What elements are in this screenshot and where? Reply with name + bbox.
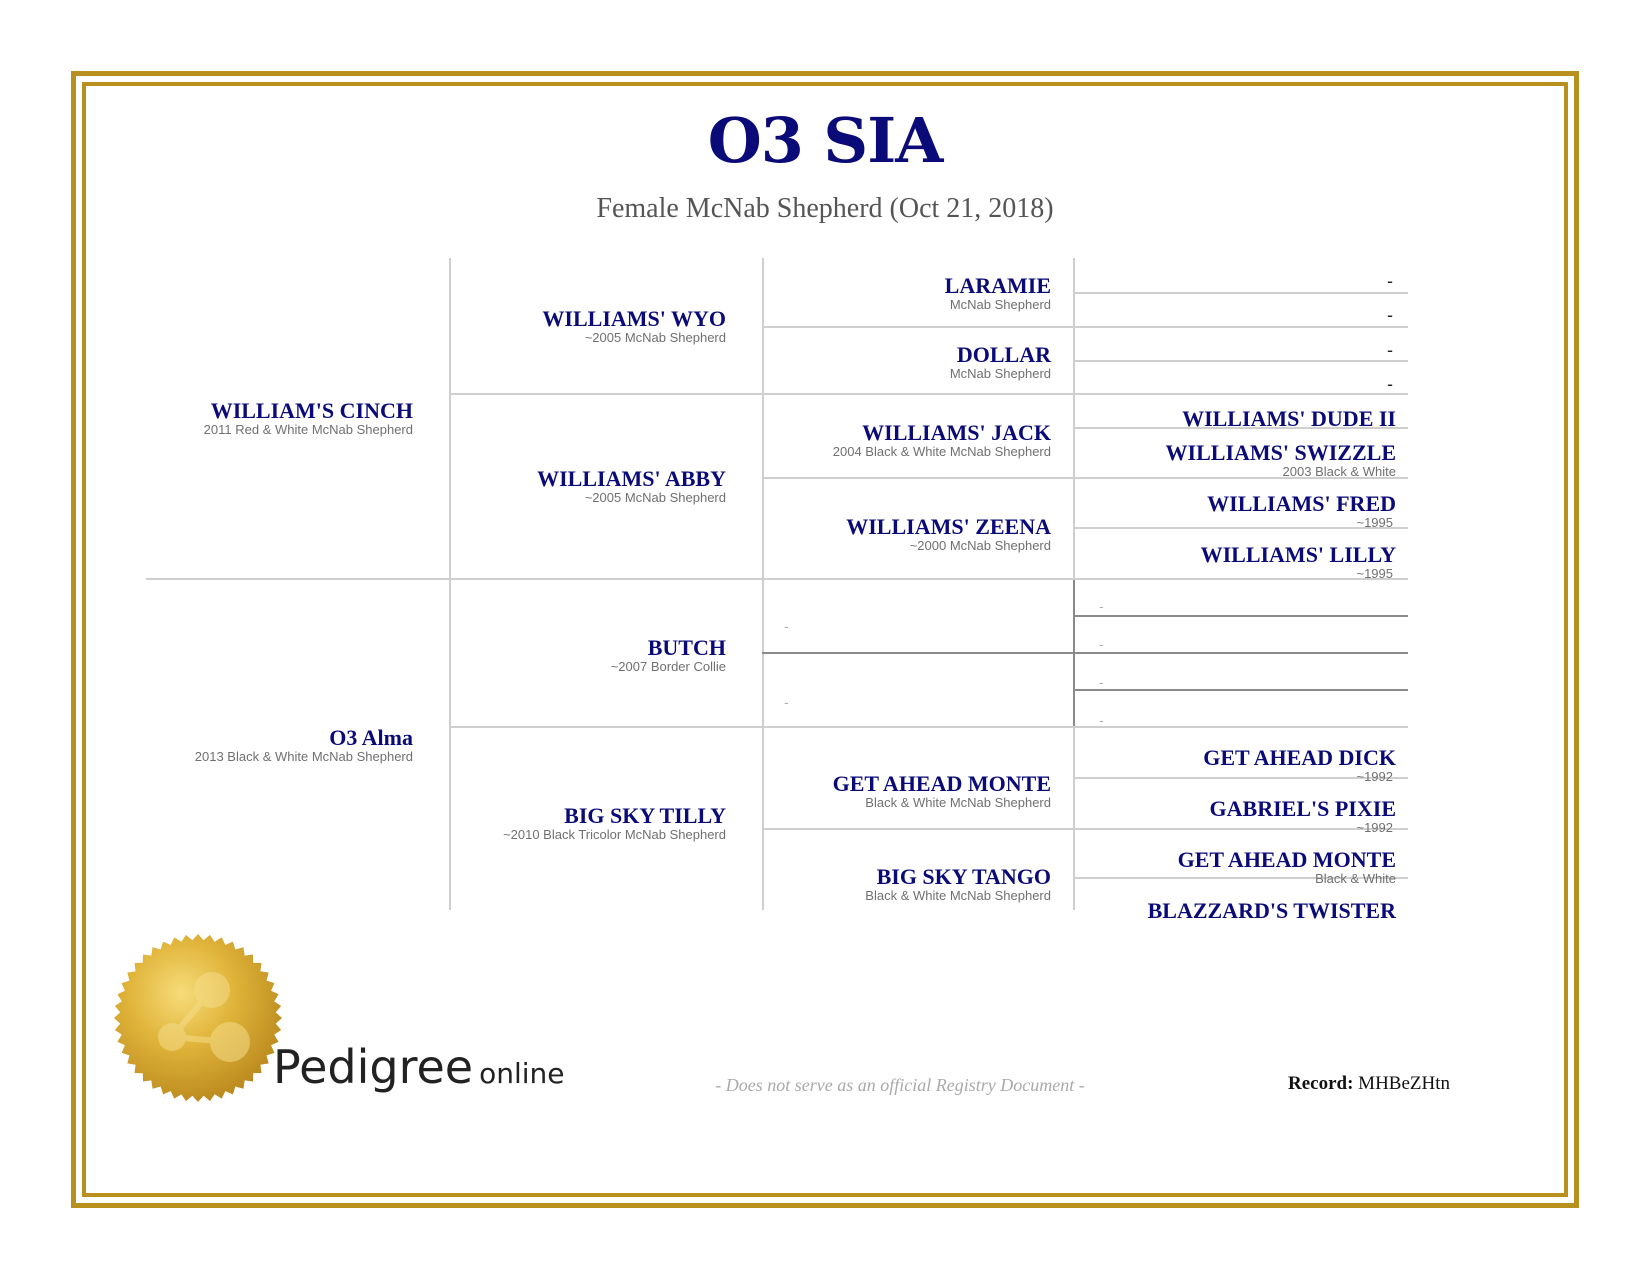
g4-entry [1201,543,1396,583]
disclaimer: - Does not serve as an official Registry Document - [715,1075,1085,1095]
dam-dam-detail: ~2010 Black Tricolor McNab Shepherd [503,827,726,843]
sss-detail: McNab Shepherd [949,297,1051,313]
g4-detail: ~1995 [1356,515,1393,531]
dds-entry [833,772,1051,812]
g4-detail: ~1992 [1356,769,1393,785]
sire-sire-name: WILLIAMS' WYO [542,306,726,331]
g4-dash: - [1387,305,1393,325]
sire-dam-entry [537,467,726,507]
dam-sire-name: BUTCH [647,635,726,660]
butch-dam-placeholder: - [784,694,789,710]
g4-entry [1203,746,1396,786]
butch-sire-placeholder: - [784,618,789,634]
g4-detail: ~1992 [1356,820,1393,836]
g4-placeholder: - [1099,598,1104,614]
dam-dam-entry [503,804,726,844]
g4-name: GABRIEL'S PIXIE [1209,796,1396,821]
sdd-entry [846,515,1051,555]
dog-name-title: O3 SIA [707,104,943,177]
dam-detail: 2013 Black & White McNab Shepherd [194,749,413,765]
sire-name: WILLIAM'S CINCH [210,398,413,423]
g4-entry [1207,492,1396,532]
sire-detail: 2011 Red & White McNab Shepherd [203,422,413,438]
g4-name: BLAZZARD'S TWISTER [1147,898,1396,923]
pedigree-online-logo [273,1040,565,1094]
dds-detail: Black & White McNab Shepherd [865,795,1051,811]
g4-placeholder: - [1099,674,1104,690]
dam-sire-detail: ~2007 Border Collie [610,659,726,675]
ssd-name: DOLLAR [956,342,1051,367]
certificate-frame-inner [82,82,1568,1197]
sire-entry [204,399,413,439]
g4-entry [1178,848,1396,888]
gold-seal-icon [112,932,284,1104]
dam-sire-entry [611,636,726,676]
g4-name: WILLIAMS' LILLY [1200,542,1396,567]
g4-name: WILLIAMS' SWIZZLE [1165,440,1396,465]
sds-entry [833,421,1051,461]
g4-dash: - [1387,374,1393,394]
g4-name: WILLIAMS' FRED [1207,491,1396,516]
record-label: Record: [1288,1073,1354,1094]
ddd-detail: Black & White McNab Shepherd [865,888,1051,904]
sire-sire-entry [542,307,726,347]
logo-brand: Pedigree [273,1040,474,1094]
ssd-detail: McNab Shepherd [949,366,1051,382]
g4-name: GET AHEAD MONTE [1177,847,1396,872]
ddd-entry [865,865,1051,905]
sss-entry [945,274,1051,314]
g4-entry [1182,407,1396,430]
sire-dam-detail: ~2005 McNab Shepherd [584,490,726,506]
g4-placeholder: - [1099,636,1104,652]
sire-sire-detail: ~2005 McNab Shepherd [584,330,726,346]
g4-name: WILLIAMS' DUDE II [1182,406,1396,431]
g4-placeholder: - [1099,712,1104,728]
sdd-name: WILLIAMS' ZEENA [846,514,1051,539]
ddd-name: BIG SKY TANGO [876,864,1051,889]
g4-dash: - [1387,340,1393,360]
sire-dam-name: WILLIAMS' ABBY [537,466,726,491]
ssd-entry [950,343,1051,383]
g4-entry [1210,797,1396,837]
record-value: MHBeZHtn [1358,1073,1450,1094]
dds-name: GET AHEAD MONTE [832,771,1051,796]
sss-name: LARAMIE [944,273,1051,298]
dam-name: O3 Alma [329,725,413,750]
record-id [1288,1073,1450,1095]
dam-entry [195,726,413,766]
g4-detail: 2003 Black & White [1282,464,1396,480]
g4-detail: Black & White [1315,871,1396,887]
sds-name: WILLIAMS' JACK [862,420,1051,445]
g4-name: GET AHEAD DICK [1203,745,1396,770]
logo-suffix: online [479,1057,565,1090]
g4-entry [1148,899,1396,922]
g4-detail: ~1995 [1356,566,1393,582]
dog-subtitle: Female McNab Shepherd (Oct 21, 2018) [596,193,1054,224]
sdd-detail: ~2000 McNab Shepherd [909,538,1051,554]
dam-dam-name: BIG SKY TILLY [564,803,726,828]
g4-dash: - [1387,271,1393,291]
g4-entry [1166,441,1396,481]
sds-detail: 2004 Black & White McNab Shepherd [832,444,1051,460]
